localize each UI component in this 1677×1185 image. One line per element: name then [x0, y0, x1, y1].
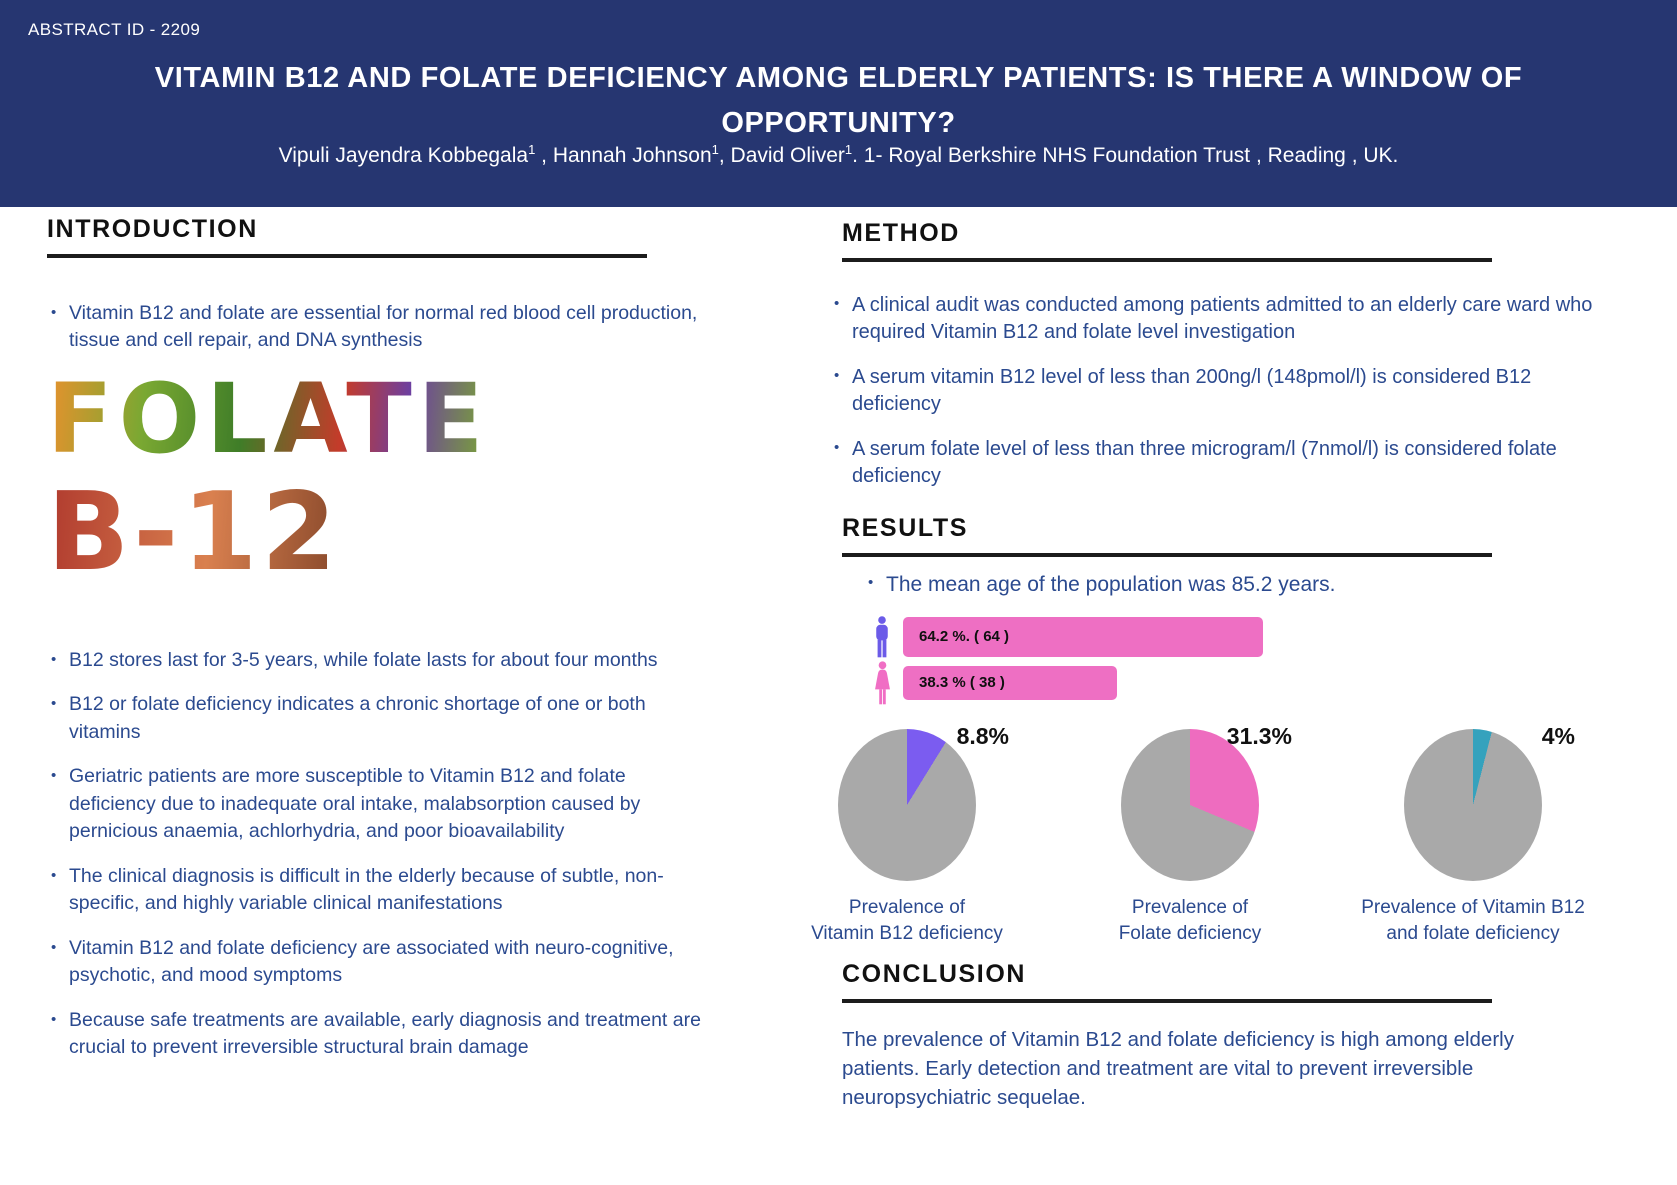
intro-bullet-chronic-shortage: • B12 or folate deficiency indicates a chronic shortage of one or both vitamins	[47, 691, 702, 746]
female-bar-label: 38.3 % ( 38 )	[919, 674, 1005, 692]
caption-line: Vitamin B12 deficiency	[811, 922, 1003, 944]
caption-line: Prevalence of Vitamin B12	[1361, 896, 1585, 918]
introduction-rule	[47, 254, 647, 258]
method-bullet-folate-threshold: • A serum folate level of less than three microgram/l (7nmol/l) is considered folate deficiency	[830, 436, 1605, 490]
pie-folate-deficiency-chart	[1121, 729, 1259, 881]
intro-bullet-neurocognitive: • Vitamin B12 and folate deficiency are associated with neuro-cognitive, psychotic, and mood symptoms	[47, 935, 702, 990]
author-1-affil-sup: 1	[528, 142, 536, 157]
authors-line	[0, 144, 1677, 168]
method-bullets	[830, 292, 1605, 490]
author-2: Hannah Johnson	[552, 144, 712, 167]
introduction-bullets	[47, 647, 702, 1062]
method-rule	[842, 258, 1492, 262]
author-3-affil-sup: 1	[844, 142, 853, 157]
female-person-icon-svg	[869, 661, 896, 705]
gender-bar-chart	[866, 616, 1605, 705]
conclusion-rule	[842, 999, 1492, 1003]
method-bullet-b12-threshold: • A serum vitamin B12 level of less than 200ng/l (148pmol/l) is considered B12 deficiency	[830, 364, 1605, 418]
poster-title	[0, 56, 1677, 146]
abstract-id: ABSTRACT ID - 2209	[28, 20, 201, 39]
pie-b12-deficiency-chart	[838, 729, 976, 881]
pie-b12-deficiency-value: 8.8%	[956, 722, 1009, 749]
male-bar-label: 64.2 %. ( 64 )	[919, 628, 1010, 646]
title-line-1: VITAMIN B12 AND FOLATE DEFICIENCY AMONG ELDERLY PATIENTS: IS THERE A WINDOW OF	[154, 62, 1523, 94]
right-column	[811, 219, 1605, 1113]
introduction-section	[47, 215, 702, 1062]
introduction-bullets-top	[47, 300, 702, 355]
author-2-affil-sup: 1	[711, 142, 719, 157]
affiliation: . 1- Royal Berkshire NHS Foundation Trust , Reading , UK.	[852, 144, 1399, 167]
intro-bullet-safe-treatments: • Because safe treatments are available, early diagnosis and treatment are crucial to prevent irreversible structural brain damage	[47, 1007, 702, 1062]
intro-bullet-geriatric-susceptible: • Geriatric patients are more susceptible to Vitamin B12 and folate deficiency due to inadequate oral intake, malabsorption caused by pernicious anaemia, achlorhydria, and poor bioavailability	[47, 763, 702, 845]
male-person-icon-svg	[869, 616, 895, 658]
pie-b12-and-folate-deficiency-caption	[1361, 895, 1585, 946]
author-1: Vipuli Jayendra Kobbegala	[278, 144, 529, 167]
pie-folate-deficiency	[1058, 722, 1322, 946]
caption-line: and folate deficiency	[1386, 922, 1560, 944]
results-rule	[842, 553, 1492, 557]
food-word-figures	[47, 362, 702, 595]
caption-line: Prevalence of	[848, 896, 966, 918]
male-bar	[903, 617, 1263, 657]
pie-b12-deficiency	[775, 722, 1039, 946]
intro-bullet-stores: • B12 stores last for 3-5 years, while folate lasts for about four months	[47, 647, 702, 674]
female-bar	[903, 666, 1117, 700]
female-bar-row	[866, 661, 1605, 705]
title-line-2: OPPORTUNITY?	[721, 106, 956, 139]
conclusion-text: The prevalence of Vitamin B12 and folate deficiency is high among elderly patients. Early detection and treatment are vital to prevent irreversible neuropsychiatric sequelae.	[842, 1028, 1514, 1110]
method-bullet-audit: • A clinical audit was conducted among patients admitted to an elderly care ward who required Vitamin B12 and folate level investigation	[830, 292, 1605, 346]
pie-b12-and-folate-deficiency	[1341, 722, 1605, 946]
pie-b12-and-folate-deficiency-value: 4%	[1541, 722, 1575, 749]
header-banner	[0, 0, 1677, 207]
results-bullet-mean-age: • The mean age of the population was 85.2 years.	[864, 571, 1605, 600]
author-3: David Oliver	[730, 144, 845, 167]
b12-food-collage-image: B-12	[47, 479, 702, 587]
author-separator: ,	[718, 144, 731, 167]
results-bullets	[830, 571, 1605, 600]
male-person-icon	[866, 616, 898, 658]
prevalence-pie-charts	[775, 722, 1605, 946]
caption-line: Prevalence of	[1131, 896, 1249, 918]
intro-bullet-essential: • Vitamin B12 and folate are essential for normal red blood cell production, tissue and cell repair, and DNA synthesis	[47, 300, 702, 355]
results-heading: RESULTS	[842, 514, 969, 542]
caption-line: Folate deficiency	[1118, 922, 1262, 944]
folate-food-collage-image: FOLATE	[47, 371, 702, 467]
introduction-heading: INTRODUCTION	[47, 215, 258, 243]
author-separator: ,	[535, 144, 553, 167]
pie-folate-deficiency-caption	[1119, 895, 1262, 946]
method-heading: METHOD	[842, 219, 960, 247]
pie-b12-deficiency-caption	[811, 895, 1003, 946]
conclusion-heading: CONCLUSION	[842, 960, 1027, 989]
pie-b12-and-folate-deficiency-chart	[1404, 729, 1542, 881]
male-bar-row	[866, 616, 1605, 658]
pie-folate-deficiency-value: 31.3%	[1226, 722, 1292, 749]
female-person-icon	[866, 661, 898, 705]
intro-bullet-diagnosis-difficult: • The clinical diagnosis is difficult in the elderly because of subtle, non-specific, and highly variable clinical manifestations	[47, 863, 702, 918]
